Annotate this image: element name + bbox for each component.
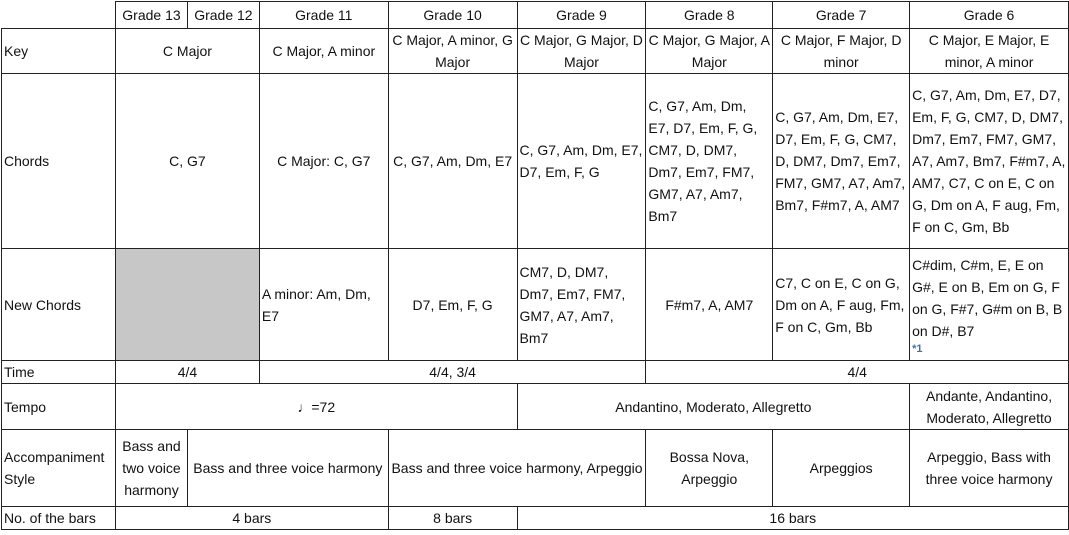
bars-grade-13-11: 4 bars xyxy=(115,507,388,530)
key-grade-11: C Major, A minor xyxy=(259,29,388,74)
header-grade-12: Grade 12 xyxy=(187,2,259,29)
accompaniment-grade-6: Arpeggio, Bass with three voice harmony xyxy=(910,430,1069,507)
accompaniment-grade-8: Bossa Nova, Arpeggio xyxy=(646,430,773,507)
row-label-tempo: Tempo xyxy=(2,384,116,430)
row-label-time: Time xyxy=(2,361,116,384)
footnote-marker: *1 xyxy=(912,342,923,355)
time-row xyxy=(2,361,1069,384)
tempo-grade-6: Andante, Andantino, Moderato, Allegretto xyxy=(910,384,1069,430)
header-grade-11: Grade 11 xyxy=(259,2,388,29)
chords-grade-9: C, G7, Am, Dm, E7, D7, Em, F, G xyxy=(517,74,646,249)
header-grade-9: Grade 9 xyxy=(517,2,646,29)
bars-grade-10: 8 bars xyxy=(388,507,517,530)
accompaniment-row xyxy=(2,430,1069,507)
chords-grade-6: C, G7, Am, Dm, E7, D7, Em, F, G, CM7, D, DM7, Dm7, Em7, FM7, GM7, A7, Am7, Bm7, F#m7, A, AM7, C7, C on E, C on G, Dm on A, F aug, Fm, F on C, Gm, Bb xyxy=(910,74,1069,249)
accompaniment-grade-10-9: Bass and three voice harmony, Arpeggio xyxy=(388,430,646,507)
tempo-grade-9-7: Andantino, Moderato, Allegretto xyxy=(517,384,910,430)
row-label-key: Key xyxy=(2,29,116,74)
key-grade-13-12: C Major xyxy=(115,29,259,74)
new-chords-grade-7: C7, C on E, C on G, Dm on A, F aug, Fm, F on C, Gm, Bb xyxy=(773,249,910,361)
row-label-accompaniment-style: Accompaniment Style xyxy=(2,430,116,507)
accompaniment-grade-12-11: Bass and three voice harmony xyxy=(187,430,388,507)
key-grade-8: C Major, G Major, A Major xyxy=(646,29,773,74)
time-grade-8-6: 4/4 xyxy=(646,361,1069,384)
key-grade-10: C Major, A minor, G Major xyxy=(388,29,517,74)
header-grade-7: Grade 7 xyxy=(773,2,910,29)
row-label-chords: Chords xyxy=(2,74,116,249)
new-chords-row xyxy=(2,249,1069,361)
key-row xyxy=(2,29,1069,74)
new-chords-grade-9: CM7, D, DM7, Dm7, Em7, FM7, GM7, A7, Am7, Bm7 xyxy=(517,249,646,361)
accompaniment-grade-13: Bass and two voice harmony xyxy=(115,430,187,507)
header-grade-6: Grade 6 xyxy=(910,2,1069,29)
new-chords-grade-6-cell xyxy=(910,249,1069,361)
new-chords-grade-6: C#dim, C#m, E, E on G#, E on B, Em on G, F on G, F#7, G#m on B, B on D#, B7 xyxy=(912,256,1063,339)
bars-grade-9-6: 16 bars xyxy=(517,507,1068,530)
chords-grade-10: C, G7, Am, Dm, E7 xyxy=(388,74,517,249)
bars-row xyxy=(2,507,1069,530)
time-grade-13-12: 4/4 xyxy=(115,361,259,384)
chords-grade-13-12: C, G7 xyxy=(115,74,259,249)
header-grade-13: Grade 13 xyxy=(115,2,187,29)
row-label-new-chords: New Chords xyxy=(2,249,116,361)
row-label-bars: No. of the bars xyxy=(2,507,116,530)
grade-requirements-table xyxy=(1,1,1069,530)
new-chords-grade-10: D7, Em, F, G xyxy=(388,249,517,361)
corner-cell xyxy=(2,2,116,29)
new-chords-grade-8: F#m7, A, AM7 xyxy=(646,249,773,361)
accompaniment-grade-7: Arpeggios xyxy=(773,430,910,507)
time-grade-11-9: 4/4, 3/4 xyxy=(259,361,645,384)
tempo-grade-13-10: ♩=72 xyxy=(115,384,517,430)
new-chords-grade-11: A minor: Am, Dm, E7 xyxy=(259,249,388,361)
tempo-row xyxy=(2,384,1069,430)
chords-grade-7: C, G7, Am, Dm, E7, D7, Em, F, G, CM7, D, DM7, Dm7, Em7, FM7, GM7, A7, Am7, Bm7, F#m7, A, AM7 xyxy=(773,74,910,249)
new-chords-grade-13-12-empty xyxy=(115,249,259,361)
chords-grade-11: C Major: C, G7 xyxy=(259,74,388,249)
key-grade-9: C Major, G Major, D Major xyxy=(517,29,646,74)
key-grade-6: C Major, E Major, E minor, A minor xyxy=(910,29,1069,74)
chords-row xyxy=(2,74,1069,249)
header-grade-10: Grade 10 xyxy=(388,2,517,29)
header-grade-8: Grade 8 xyxy=(646,2,773,29)
key-grade-7: C Major, F Major, D minor xyxy=(773,29,910,74)
header-row xyxy=(2,2,1069,29)
chords-grade-8: C, G7, Am, Dm, E7, D7, Em, F, G, CM7, D, DM7, Dm7, Em7, FM7, GM7, A7, Am7, Bm7 xyxy=(646,74,773,249)
